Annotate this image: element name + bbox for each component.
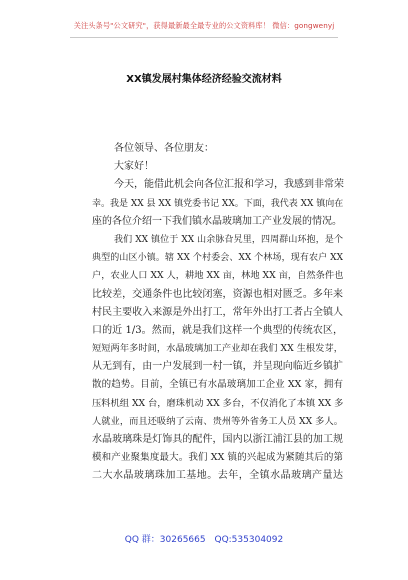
body-line: 口的近 1/3。然而，就是我们这样一个典型的传统农区， xyxy=(92,324,343,336)
qq-number-text: QQ:535304092 xyxy=(214,535,284,545)
body-line: 从无到有，由一户发展到一村一镇，并呈现向临近乡镇扩 xyxy=(92,361,343,373)
body-line: 今天，能借此机会向各位汇报和学习，我感到非常荣 xyxy=(114,179,344,191)
salutation: 各位领导、各位朋友： xyxy=(114,143,214,154)
body-line: 典型的山区小镇。辖 XX 个村委会、XX 个林场，现有农户 XX xyxy=(92,253,343,264)
footer-contact xyxy=(0,532,408,545)
body-line: 幸。我是 XX 县 XX 镇党委书记 XX。下面，我代表 XX 镇向在 xyxy=(92,198,344,209)
body-line: 散的趋势。目前，全镇已有水晶玻璃加工企业 XX 家，拥有 xyxy=(92,379,343,391)
body-line: 短短两年多时间，水晶玻璃加工产业却在我们 XX 生根发芽， xyxy=(92,343,343,355)
body-line: 人就业，而且还吸纳了云南、贵州等外省务工人员 XX 多人。 xyxy=(92,415,343,427)
document-body xyxy=(92,140,343,486)
body-line: 比较差，交通条件也比较闭塞，资源也相对匮乏。多年来 xyxy=(92,288,343,300)
body-line: 水晶玻璃珠是灯饰具的配件，国内以浙江浦江县的加工规 xyxy=(92,434,343,445)
body-line: 座的各位介绍一下我们镇水晶玻璃加工产业发展的情况。 xyxy=(92,215,342,227)
header-divider xyxy=(70,37,338,38)
qq-group-text: QQ 群：30265665 xyxy=(124,535,206,545)
greeting: 大家好！ xyxy=(114,161,154,173)
body-line: 压料机组 XX 台，磨珠机动 XX 多台，不仅消化了本镇 XX 多 xyxy=(92,397,344,409)
body-line: 二大水晶玻璃珠加工基地。去年，全镇水晶玻璃产量达 xyxy=(92,470,343,482)
body-line: 户，农业人口 XX 人，耕地 XX 亩，林地 XX 亩，自然条件也 xyxy=(92,270,344,282)
document-title: XX镇发展村集体经济经验交流材料 xyxy=(126,74,282,85)
header-note: 关注头条号"公文研究"，获得最新最全最专业的公文资料库！ 微信：gongwenyj xyxy=(73,21,335,30)
body-line: 村民主要收入来源是外出打工，常年外出打工者占全镇人 xyxy=(92,306,343,318)
body-line: 我们 XX 镇位于 XX 山余脉旮旯里，四周群山环抱，是个 xyxy=(114,234,343,245)
body-line: 模和产业聚集度最大。我们 XX 镇的兴起成为紧随其后的第 xyxy=(92,452,343,464)
